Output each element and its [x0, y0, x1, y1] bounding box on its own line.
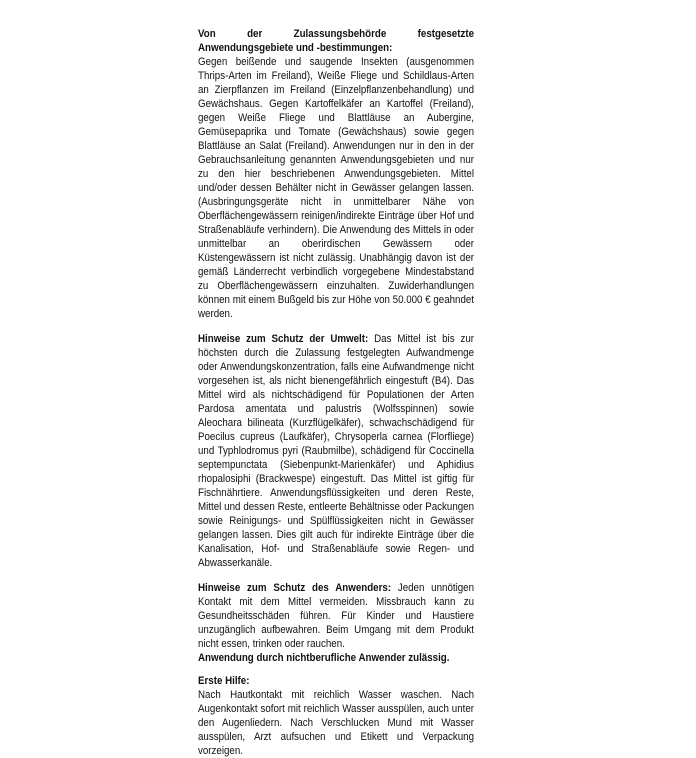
section-body-first-aid: Nach Hautkontakt mit reichlich Wasser waschen. Nach Augenkontakt sofort mit reichlich Wasser ausspülen, auch unter den Augenliedern. Nach Verschlucken Mund mit Wasser ausspülen, Arzt aufsuchen und Etikett und Verpackung vorzeigen.	[198, 689, 474, 757]
section-environment-protection	[198, 332, 474, 570]
product-label-text	[198, 27, 474, 758]
section-heading-first-aid: Erste Hilfe:	[198, 675, 250, 687]
section-heading-environment: Hinweise zum Schutz der Umwelt:	[198, 333, 369, 345]
section-body-user-protection: Jeden unnötigen Kontakt mit dem Mittel vermeiden. Missbrauch kann zu Gesundheitsschäden führen. Für Kinder und Haustiere unzugänglich aufbewahren. Beim Umgang mit dem Produkt nicht essen, trinken oder rauchen.	[198, 582, 474, 650]
non-professional-use-note: Anwendung durch nichtberufliche Anwender zulässig.	[198, 652, 450, 664]
section-heading-user-protection: Hinweise zum Schutz des Anwenders:	[198, 582, 392, 594]
section-heading-application-areas: Von der Zulassungsbehörde festgesetzte Anwendungsgebiete und -bestimmungen:	[198, 28, 474, 54]
section-body-application-areas: Gegen beißende und saugende Insekten (ausgenommen Thrips-Arten im Freiland), Weiße Fliege und Schildlaus-Arten an Zierpflanzen im Freiland (Einzelpflanzenbehandlung) und Gewächshaus. Gegen Kartoffelkäfer an Kartoffel (Freiland), gegen Weiße Fliege und Blattläuse an Aubergine, Gemüsepaprika und Tomate (Gewächshaus) sowie gegen Blattläuse an Salat (Freiland). Anwendungen nur in den in der Gebrauchsanleitung genannten Anwendungsgebieten und nur zu den hier beschriebenen Anwendungsgebieten. Mittel und/oder dessen Behälter nicht in Gewässer gelangen lassen. (Ausbringungsgeräte nicht in unmittelbarer Nähe von Oberflächengewässern reinigen/indirekte Einträge über Hof und Straßenabläufe verhindern). Die Anwendung des Mittels in oder unmittelbar an oberirdischen Gewässern oder Küstengewässern ist nicht zulässig. Unabhängig davon ist der gemäß Länderrecht verbindlich vorgegebene Mindestabstand zu Oberflächengewässern einzuhalten. Zuwiderhandlungen können mit einem Bußgeld bis zur Höhe von 50.000 € geahndet werden.	[198, 56, 474, 320]
section-first-aid	[198, 674, 474, 758]
section-user-protection	[198, 581, 474, 651]
section-application-areas	[198, 27, 474, 321]
section-body-environment: Das Mittel ist bis zur höchsten durch die Zulassung festgelegten Aufwandmenge oder Anwendungskonzentration, falls eine Aufwandmenge nicht vorgesehen ist, als nicht bienengefährlich eingestuft (B4). Das Mittel wird als nichtschädigend für Populationen der Arten Pardosa amentata und palustris (Wolfsspinnen) sowie Aleochara bilineata (Kurzflügelkäfer), schwachschädigend für Poecilus cupreus (Laufkäfer), Chrysoperla carnea (Florfliege) und Typhlodromus pyri (Raubmilbe), schädigend für Coccinella septempunctata (Siebenpunkt-Marienkäfer) und Aphidius rhopalosiphi (Brackwespe) eingestuft. Das Mittel ist giftig für Fischnährtiere. Anwendungsflüssigkeiten und deren Reste, Mittel und dessen Reste, entleerte Behältnisse oder Packungen sowie Reinigungs- und Spülflüssigkeiten nicht in Gewässer gelangen lassen. Dies gilt auch für indirekte Einträge über die Kanalisation, Hof- und Straßenabläufe sowie Regen- und Abwasserkanäle.	[198, 333, 475, 569]
